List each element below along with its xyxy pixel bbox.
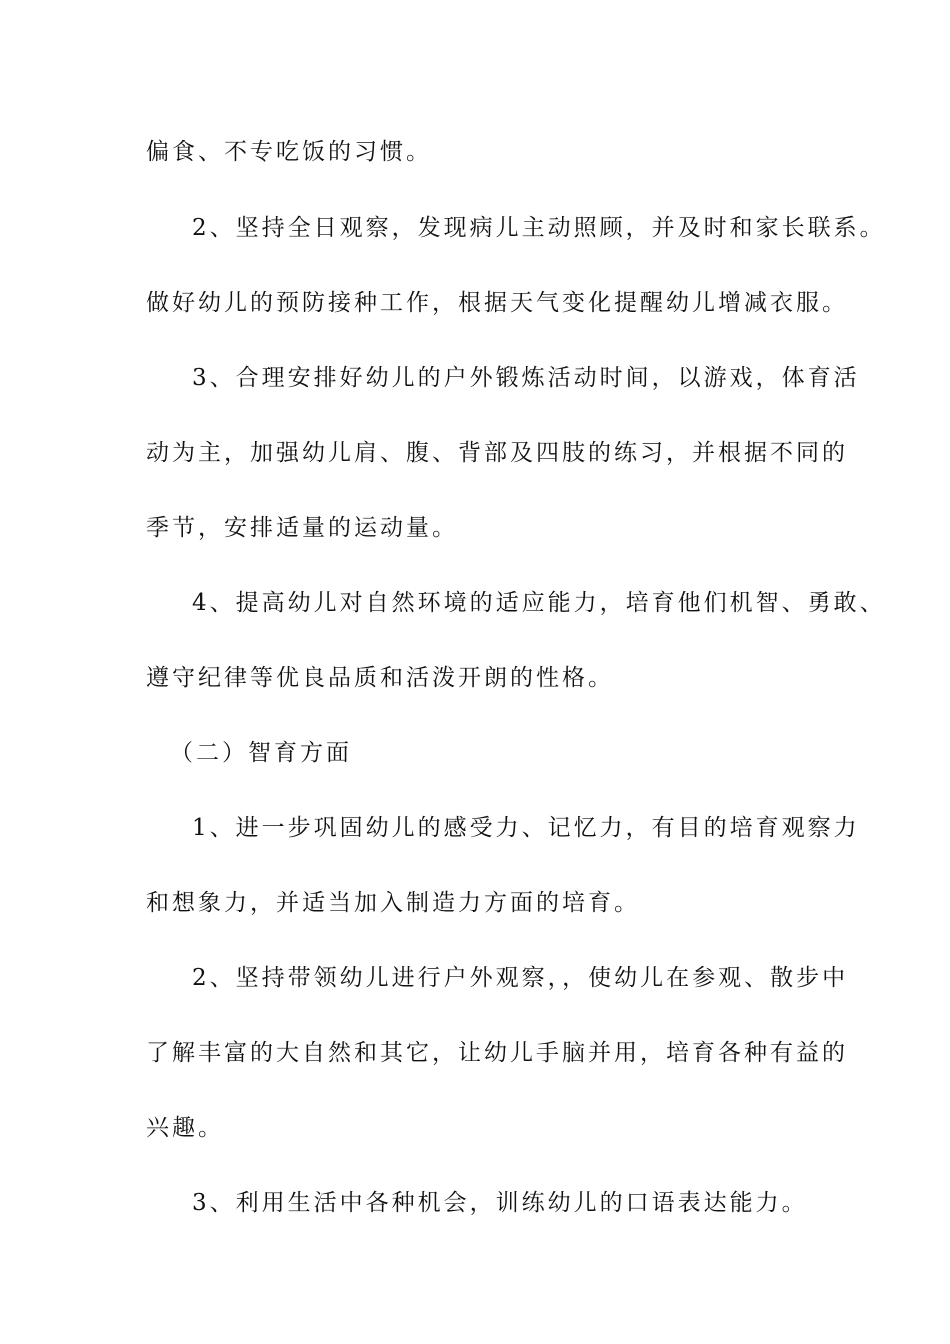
text-line: 兴趣。 bbox=[146, 1115, 224, 1141]
text-line: 和想象力，并适当加入制造力方面的培育。 bbox=[146, 890, 640, 916]
text-line: 3、合理安排好幼儿的户外锻炼活动时间，以游戏，体育活 bbox=[192, 365, 860, 391]
text-line: 2、坚持带领幼儿进行户外观察，，使幼儿在参观、散步中 bbox=[192, 965, 849, 991]
text-line: 3、利用生活中各种机会，训练幼儿的口语表达能力。 bbox=[192, 1190, 808, 1216]
text-line: 季节，安排适量的运动量。 bbox=[146, 515, 458, 541]
text-line: 了解丰富的大自然和其它，让幼儿手脑并用，培育各种有益的 bbox=[146, 1040, 848, 1066]
text-line: 1、进一步巩固幼儿的感受力、记忆力，有目的培育观察力 bbox=[192, 815, 860, 841]
text-line: 动为主，加强幼儿肩、腹、背部及四肢的练习，并根据不同的 bbox=[146, 440, 848, 466]
text-line: 遵守纪律等优良品质和活泼开朗的性格。 bbox=[146, 665, 614, 691]
text-line: 2、坚持全日观察，发现病儿主动照顾，并及时和家长联系。 bbox=[192, 215, 886, 241]
text-line: 偏食、不专吃饭的习惯。 bbox=[146, 139, 432, 165]
section-heading: （二）智育方面 bbox=[170, 740, 352, 766]
text-line: 做好幼儿的预防接种工作，根据天气变化提醒幼儿增减衣服。 bbox=[146, 290, 848, 316]
text-line: 4、提高幼儿对自然环境的适应能力，培育他们机智、勇敢、 bbox=[192, 590, 886, 616]
